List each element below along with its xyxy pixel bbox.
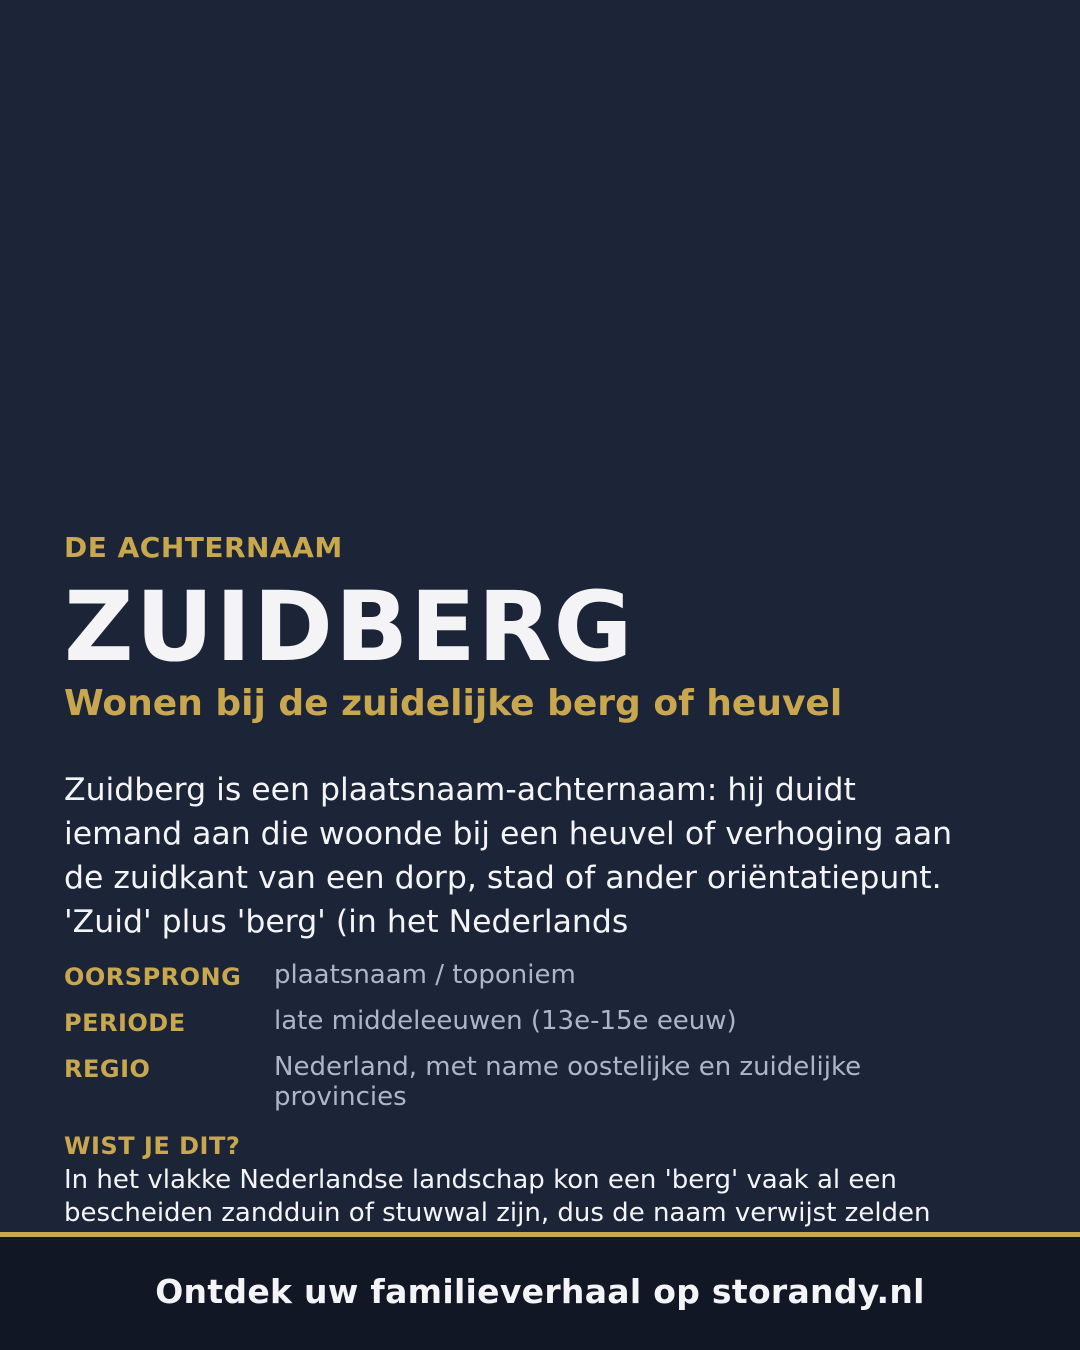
fact-label: PERIODE	[64, 1009, 186, 1037]
surname-title: ZUIDBERG	[64, 571, 635, 683]
did-you-know-text: In het vlakke Nederlandse landschap kon een 'berg' vaak al een bescheiden zandduin of stuwwal zijn, dus de naam verwijst zelden	[64, 1165, 931, 1228]
footer-bar	[0, 1237, 1080, 1350]
card-content	[64, 0, 1016, 1232]
fact-label: REGIO	[64, 1055, 151, 1083]
fact-value: late middeleeuwen (13e-15e eeuw)	[274, 1006, 737, 1036]
eyebrow-label: DE ACHTERNAAM	[64, 531, 343, 564]
fact-row-origin	[64, 960, 1016, 992]
footer-cta-link[interactable]: Ontdek uw familieverhaal op storandy.nl	[155, 1271, 925, 1311]
fact-label: OORSPRONG	[64, 963, 242, 991]
fact-row-period	[64, 1006, 1016, 1038]
facts-list	[64, 960, 1016, 1126]
fact-value: Nederland, met name oostelijke en zuidelijke provincies	[274, 1052, 862, 1112]
surname-meaning: Wonen bij de zuidelijke berg of heuvel	[64, 683, 843, 724]
surname-description: Zuidberg is een plaatsnaam-achternaam: hij duidt iemand aan die woonde bij een heuvel of verhoging aan de zuidkant van een dorp, stad of ander oriëntatiepunt. 'Zuid' plus 'berg' (in het Nederlands	[64, 772, 953, 940]
did-you-know-label: WIST JE DIT?	[64, 1132, 241, 1160]
fact-value: plaatsnaam / toponiem	[274, 960, 576, 990]
fact-row-region	[64, 1052, 1016, 1112]
